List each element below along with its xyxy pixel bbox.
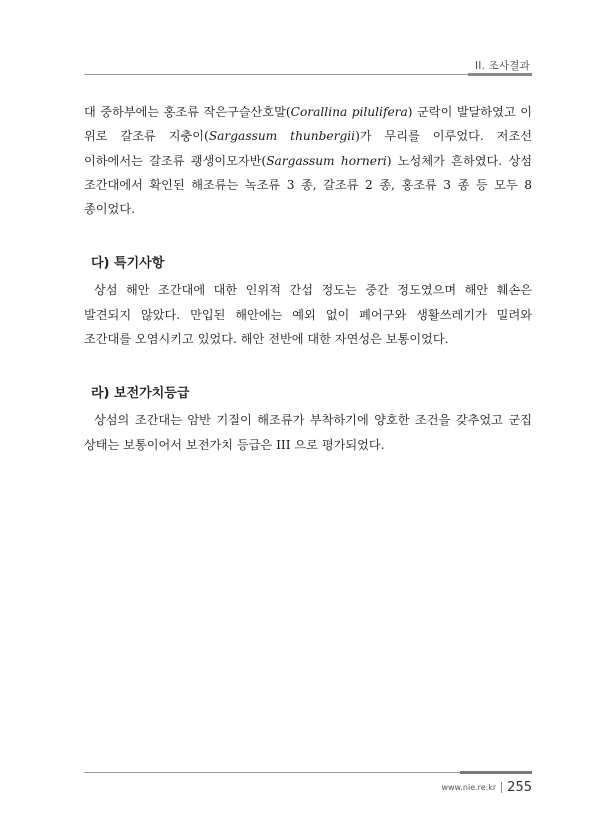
header-rule-accent bbox=[468, 73, 532, 76]
footer-rule-accent bbox=[460, 771, 532, 774]
paragraph-conservation-grade: 상섬의 조간대는 암반 기질이 해조류가 부착하기에 양호한 조건을 갖추었고 군집 상태는 보통이어서 보전가치 등급은 III 으로 평가되었다. bbox=[84, 413, 532, 452]
page-number: 255 bbox=[507, 780, 532, 795]
website-url: www.nie.re.kr bbox=[441, 783, 497, 792]
text-span: ) 군락이 발달하였고 이 위로 갈조류 지충이( bbox=[84, 105, 532, 144]
footer-bar bbox=[441, 780, 532, 795]
scientific-name: Corallina pilulifera bbox=[290, 105, 408, 119]
header-rule bbox=[84, 74, 532, 75]
scientific-name: Sargassum thunbergii bbox=[208, 129, 356, 144]
text-span: 대 중하부에는 홍조류 작은구슬산호말( bbox=[84, 105, 291, 119]
section-heading-conservation-grade: 라) 보전가치등급 bbox=[91, 386, 190, 402]
scientific-name: Sargassum horneri bbox=[266, 153, 387, 168]
paragraph-seaweed-community bbox=[84, 100, 532, 221]
page-body bbox=[84, 100, 532, 457]
text-span: )가 무리를 이루었다. 저조선 이하에서는 갈조류 괭생이모자반( bbox=[84, 129, 532, 168]
text-span: ) 노성체가 흔하였다. 상섬 조간대에서 확인된 해조류는 녹조류 3 종, 갈조류 2 종, 홍조류 3 종 등 모두 8 종이었다. bbox=[84, 153, 532, 217]
section-label: II. 조사결과 bbox=[474, 60, 530, 72]
paragraph-notes: 상섬 해안 조간대에 대한 인위적 간섭 정도는 중간 정도였으며 해안 훼손은 발견되지 않았다. 만입된 해안에는 예외 없이 폐어구와 생활쓰레기가 밀려와 조간대를 오염시키고 있었다. 해안 전반에 대한 자연성은 보통이었다. bbox=[84, 283, 532, 347]
footer-separator bbox=[501, 782, 502, 793]
section-heading-notes: 다) 특기사항 bbox=[91, 256, 165, 272]
